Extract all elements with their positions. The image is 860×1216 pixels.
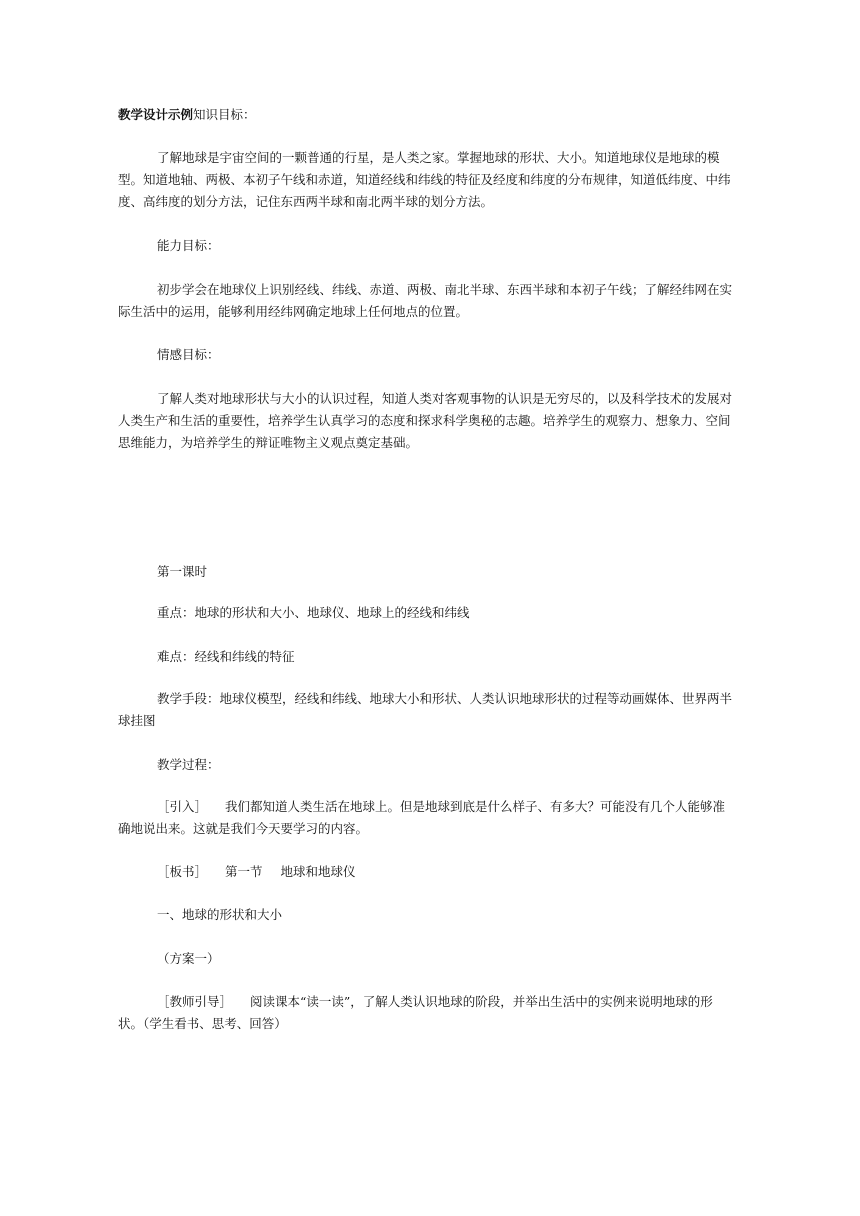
means-block	[118, 688, 733, 732]
doc-title-line	[118, 104, 733, 126]
intro-text: 我们都知道人类生活在地球上。但是地球到底是什么样子、有多大？可能没有几个人能够准确地说出来。这就是我们今天要学习的内容。	[118, 799, 726, 836]
teacher-block	[118, 991, 733, 1035]
emotion-goal-block	[118, 388, 733, 454]
ability-goal-block	[118, 279, 733, 323]
section-one-heading: 一、地球的形状和大小	[157, 907, 283, 922]
ability-heading-block	[118, 235, 733, 257]
board-block	[118, 861, 733, 883]
teacher-paragraph	[118, 991, 733, 1035]
knowledge-goal-block	[118, 147, 733, 213]
knowledge-goal-paragraph: 了解地球是宇宙空间的一颗普通的行星，是人类之家。掌握地球的形状、大小。知道地球仪是地球的模型。知道地轴、两极、本初子午线和赤道，知道经线和纬线的特征及经度和纬度的分布规律，知道低纬度、中纬度、高纬度的划分方法，记住东西两半球和南北两半球的划分方法。	[118, 150, 731, 209]
intro-block	[118, 796, 733, 840]
teaching-process: 教学过程：	[157, 757, 220, 772]
key-points: 重点：地球的形状和大小、地球仪、地球上的经线和纬线	[157, 605, 470, 620]
emotion-goal-paragraph: 了解人类对地球形状与大小的认识过程，知道人类对客观事物的认识是无穷尽的，以及科学技术的发展对人类生产和生活的重要性，培养学生认真学习的态度和探求科学奥秘的志趣。培养学生的观察力、想象力、空间思维能力，为培养学生的辩证唯物主义观点奠定基础。	[118, 391, 733, 450]
section-one-block	[118, 904, 733, 926]
key-points-block	[118, 602, 733, 624]
intro-paragraph	[118, 796, 733, 840]
teacher-text: 阅读课本“读一读”，了解人类认识地球的阶段，并举出生活中的实例来说明地球的形状。（学生看书、思考、回答）	[118, 994, 713, 1031]
doc-title-bold: 教学设计示例	[118, 107, 194, 122]
ability-goal-paragraph: 初步学会在地球仪上识别经线、纬线、赤道、两极、南北半球、东西半球和本初子午线；了解经纬网在实际生活中的运用，能够利用经纬网确定地球上任何地点的位置。	[118, 282, 733, 319]
ability-heading: 能力目标：	[157, 238, 220, 253]
plan-one: （方案一）	[157, 951, 220, 966]
lesson-title: 第一课时	[157, 564, 208, 579]
process-block	[118, 754, 733, 776]
knowledge-goal-heading: 知识目标：	[193, 107, 256, 122]
difficulty: 难点：经线和纬线的特征	[157, 649, 295, 664]
teacher-tag: ［教师引导］	[157, 994, 233, 1009]
board-section: 第一节	[225, 864, 263, 879]
board-tag: ［板书］	[157, 864, 208, 879]
difficulty-block	[118, 646, 733, 668]
plan-one-block	[118, 948, 733, 970]
intro-tag: ［引入］	[157, 799, 208, 814]
teaching-means: 教学手段：地球仪模型，经线和纬线、地球大小和形状、人类认识地球形状的过程等动画媒体、世界两半球挂图	[118, 691, 733, 728]
emotion-heading: 情感目标：	[157, 347, 220, 362]
doc-title	[118, 104, 733, 126]
lesson-block	[118, 561, 733, 583]
board-title: 地球和地球仪	[280, 864, 356, 879]
board-line	[118, 861, 733, 883]
emotion-heading-block	[118, 344, 733, 366]
